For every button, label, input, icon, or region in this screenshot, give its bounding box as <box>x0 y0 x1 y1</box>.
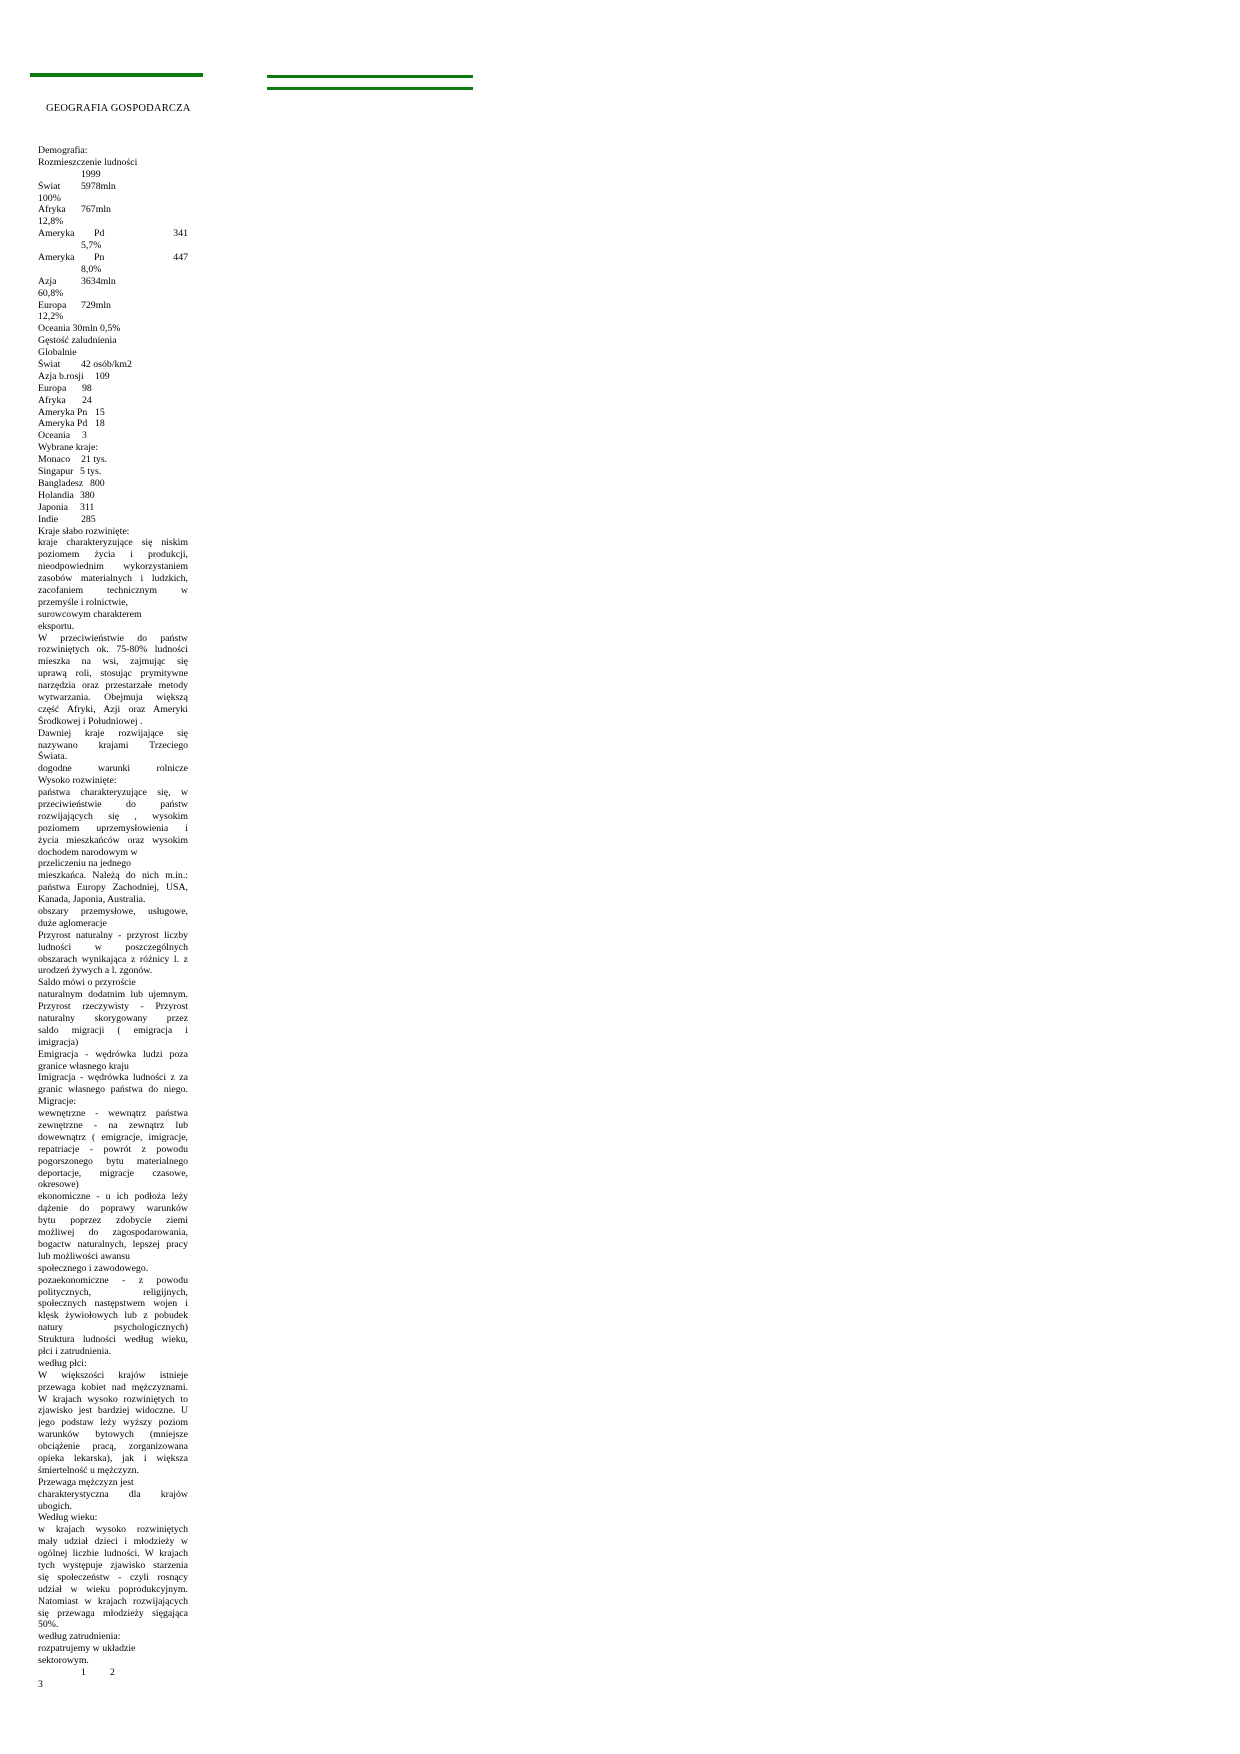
density-region: Europa <box>38 382 67 394</box>
region-sub: Pd <box>94 228 105 240</box>
body-text-line: społecznego i zawodowego. <box>38 1262 149 1274</box>
density-value: 42 osób/km2 <box>81 359 132 371</box>
body-text-line: się przewaga młodzieży sięgająca <box>38 1607 188 1619</box>
body-text-line: się społeczeństw - czyli rosnący <box>38 1571 188 1583</box>
body-text-line: ogólnej liczbie ludności. W krajach <box>38 1548 188 1560</box>
region-value: 5978mln <box>81 180 116 192</box>
body-text-line: w krajach wysoko rozwiniętych <box>38 1524 188 1536</box>
body-text-line: deportacje, migracje czasowe, <box>38 1167 188 1179</box>
body-text-line: 50%. <box>38 1619 59 1631</box>
population-row <box>38 252 188 264</box>
body-text-line: udział w wieku poprodukcyjnym. <box>38 1583 188 1595</box>
population-pct-row <box>38 311 188 323</box>
sector-number: 1 <box>81 1667 86 1678</box>
body-text-line: kraje charakteryzujące się niskim <box>38 537 188 549</box>
density-heading-text: Gęstość zaludnienia <box>38 335 117 347</box>
year-line <box>38 169 188 181</box>
density-row <box>38 418 188 430</box>
country-row <box>38 466 188 478</box>
body-text-line: naturalny skorygowany przez <box>38 1013 188 1025</box>
body-text-line: przemyśle i rolnictwie, <box>38 596 129 608</box>
body-text-line: dowewnątrz ( emigracje, imigracje, <box>38 1131 188 1143</box>
density-region: Ameryka Pd <box>38 418 88 430</box>
country-name: Monaco <box>38 454 71 466</box>
body-text-line: obciążenie pracą, zorganizowana <box>38 1441 188 1453</box>
body-text-line: natury psychologicznych) <box>38 1322 188 1334</box>
body-text-line: pozaekonomiczne - z powodu <box>38 1274 188 1286</box>
region-value: 447 <box>173 252 188 264</box>
body-text-line: według zatrudnienia: <box>38 1631 121 1643</box>
population-pct-row <box>38 240 188 252</box>
body-text-line: dochodem narodowym w <box>38 846 138 858</box>
region-name: Ameryka <box>38 252 75 264</box>
population-pct-row <box>38 216 188 228</box>
header-rule-notch <box>0 0 33 10</box>
body-text-line: okresowe) <box>38 1179 79 1191</box>
intro-line <box>38 145 188 157</box>
country-row <box>38 454 188 466</box>
sector-number: 3 <box>38 1678 43 1690</box>
body-text-line: Natomiast w krajach rozwijających <box>38 1595 188 1607</box>
body-text-line: duże aglomeracje <box>38 917 107 929</box>
body-text-line: surowcowym charakterem <box>38 608 142 620</box>
body-text-line: politycznych, religijnych, <box>38 1286 188 1298</box>
region-name: Ameryka <box>38 228 75 240</box>
region-pct: 60,8% <box>38 287 64 299</box>
body-text-line: płci i zatrudnienia. <box>38 1345 112 1357</box>
region-name: Azja <box>38 275 57 287</box>
density-region: Azja b.rosji <box>38 370 84 382</box>
body-text-line: Wysoko rozwinięte: <box>38 775 117 787</box>
body-text-line: przeciwieństwie do państw <box>38 798 188 810</box>
body-text-line: obszarach wynikająca z różnicy l. z <box>38 953 188 965</box>
body-text-line: Środkowej i Południowej . <box>38 715 143 727</box>
body-text-line: rozwiniętych ok. 75-80% ludności <box>38 644 188 656</box>
country-row <box>38 502 188 514</box>
body-text-line: Migracje: <box>38 1096 77 1108</box>
country-name: Japonia <box>38 501 68 513</box>
body-text-line: mały udział dzieci i młodzieży w <box>38 1536 188 1548</box>
country-name: Bangladesz <box>38 477 84 489</box>
body-text-line: śmiertelność u mężczyzn. <box>38 1464 139 1476</box>
body-text-line: urodzeń żywych a l. zgonów. <box>38 965 153 977</box>
body-text-line: eksportu. <box>38 620 75 632</box>
body-text-line: Emigracja - wędrówka ludzi poza <box>38 1048 188 1060</box>
body-text-line: lub możliwości awansu <box>38 1250 130 1262</box>
body-text-line: wytwarzania. Obejmuja większą <box>38 691 188 703</box>
region-value: 3634mln <box>81 275 116 287</box>
body-text-line: Według wieku: <box>38 1512 98 1524</box>
region-sub: Pn <box>94 252 105 264</box>
intro-text: Demografia: <box>38 145 88 156</box>
intro-text: Rozmieszczenie ludności <box>38 156 138 168</box>
region-pct: 100% <box>38 192 61 204</box>
population-pct-row <box>38 288 188 300</box>
region-value: 729mln <box>81 299 111 311</box>
density-value: 109 <box>95 370 110 382</box>
body-text-line: Przyrost naturalny - przyrost liczby <box>38 929 188 941</box>
density-row <box>38 407 188 419</box>
region-value: 341 <box>173 228 188 240</box>
population-row <box>38 228 188 240</box>
region-value: 767mln <box>81 204 111 216</box>
header-rule-left <box>30 73 203 77</box>
body-text-line: repatriacje - powrót z powodu <box>38 1143 188 1155</box>
body-text-line: jego podstaw leży wyższy poziom <box>38 1417 188 1429</box>
density-region: Ameryka Pn <box>38 406 88 418</box>
density-region: Oceania <box>38 430 71 442</box>
density-region: Afryka <box>38 394 66 406</box>
countries-heading <box>38 442 188 454</box>
body-text-line: Struktura ludności według wieku, <box>38 1334 188 1346</box>
region-name: Europa <box>38 299 67 311</box>
body-text-line: społecznych następstwem wojen i <box>38 1298 188 1310</box>
country-row <box>38 514 188 526</box>
body-text-line: dogodne warunki rolnicze <box>38 763 188 775</box>
body-text-line: uprawą roli, stosując prymitywne <box>38 668 188 680</box>
region-pct: 12,2% <box>38 311 64 323</box>
body-text-line: mieszka na wsi, zajmując się <box>38 656 188 668</box>
oceania-line <box>38 323 188 335</box>
country-row <box>38 478 188 490</box>
body-text-line: ekonomiczne - u ich podłoża leży <box>38 1191 188 1203</box>
body-text-line: państwa charakteryzujące się, w <box>38 787 188 799</box>
body-text-line: obszary przemysłowe, usługowe, <box>38 906 188 917</box>
population-row <box>38 181 188 193</box>
header-rule-right-top <box>267 75 473 78</box>
body-text-line: mieszkańca. Należą do nich m.in.: <box>38 870 188 882</box>
body-text-line: W krajach wysoko rozwiniętych to <box>38 1393 188 1405</box>
population-row <box>38 276 188 288</box>
body-text-line: przeliczeniu na jednego <box>38 858 132 870</box>
density-heading <box>38 335 188 347</box>
density-heading-text: Globalnie <box>38 347 77 359</box>
body-text-line: charakterystyczna dla krajów <box>38 1488 188 1500</box>
body-text-line: część Afryki, Azji oraz Ameryki <box>38 703 188 715</box>
body-text-line: W przeciwieństwie do państw <box>38 632 188 644</box>
body-text-line: państwa Europy Zachodniej, USA, <box>38 882 188 894</box>
body-text-line: ludności w poszczególnych <box>38 941 188 953</box>
body-text-line: Przyrost rzeczywisty - Przyrost <box>38 1001 188 1013</box>
population-row <box>38 300 188 312</box>
density-value: 3 <box>82 430 87 442</box>
header-rule-right-bottom <box>267 87 473 90</box>
body-text-line: bytu poprzez zdobycie ziemi <box>38 1215 188 1227</box>
country-value: 311 <box>80 501 95 513</box>
body-text-line: zacofaniem technicznym w <box>38 584 188 596</box>
body-text-line: nieodpowiednim wykorzystaniem <box>38 561 188 573</box>
body-text-line: rozpatrujemy w układzie <box>38 1643 136 1655</box>
text-column <box>38 145 188 1691</box>
body-text-line: Kanada, Japonia, Australia. <box>38 894 146 906</box>
body-text-line: według płci: <box>38 1357 87 1369</box>
country-value: 800 <box>90 477 105 489</box>
density-row <box>38 371 188 383</box>
year-label: 1999 <box>81 168 101 180</box>
body-text-line: saldo migracji ( emigracja i <box>38 1024 188 1036</box>
sector-numbers <box>38 1667 188 1679</box>
population-pct-row <box>38 264 188 276</box>
body-text-line: granice własnego kraju <box>38 1060 129 1072</box>
body-text-line: Kraje słabo rozwinięte: <box>38 525 130 537</box>
oceania-text: Oceania 30mln 0,5% <box>38 323 121 335</box>
density-value: 24 <box>82 394 92 406</box>
body-text-line: poziomem życia i produkcji, <box>38 549 188 561</box>
body-text-line: Imigracja - wędrówka ludności z za <box>38 1072 188 1084</box>
body-text-line: Saldo mówi o przyroście <box>38 977 136 989</box>
body-text-line: Dawniej kraje rozwijające się <box>38 727 188 739</box>
body-text-line: możliwej do zagospodarowania, <box>38 1227 188 1239</box>
density-value: 15 <box>95 406 105 418</box>
density-row <box>38 383 188 395</box>
region-pct: 8,0% <box>81 263 102 275</box>
body-text-line: naturalnym dodatnim lub ujemnym. <box>38 989 188 1001</box>
country-value: 285 <box>81 513 96 525</box>
country-name: Indie <box>38 513 59 525</box>
body-text-line: poziomem uprzemysłowienia i <box>38 822 188 834</box>
body-text-line: klęsk żywiołowych lub z pobudek <box>38 1310 188 1322</box>
density-region: Świat <box>38 359 61 371</box>
body-text-line: narzędzia oraz przestarzałe metody <box>38 680 188 692</box>
countries-heading-text: Wybrane kraje: <box>38 442 99 454</box>
country-name: Holandia <box>38 489 74 501</box>
region-name: Świat <box>38 180 61 192</box>
body-text-line: imigracja) <box>38 1036 79 1048</box>
body-text-line: opieka lekarska), jak i większa <box>38 1452 188 1464</box>
body-text-line: sektorowym. <box>38 1655 89 1667</box>
body-text-line: granic własnego państwa do niego. <box>38 1084 188 1096</box>
region-name: Afryka <box>38 204 66 216</box>
density-row <box>38 430 188 442</box>
body-text-line: bogactw naturalnych, lepszej pracy <box>38 1238 188 1250</box>
body-text-line: rozwijających się , wysokim <box>38 810 188 822</box>
body-text-line: zjawisko jest bardziej widoczne. U <box>38 1405 188 1417</box>
density-heading <box>38 347 188 359</box>
body-text-line: Przewaga mężczyzn jest <box>38 1476 134 1488</box>
body-text-line: zewnętrzne - na zewnątrz lub <box>38 1120 188 1132</box>
country-value: 5 tys. <box>80 466 102 478</box>
sector-number: 2 <box>110 1667 115 1678</box>
density-row <box>38 359 188 371</box>
region-pct: 12,8% <box>38 216 64 228</box>
density-value: 98 <box>82 382 92 394</box>
population-row <box>38 204 188 216</box>
region-pct: 5,7% <box>81 240 102 252</box>
body-text-line: ubogich. <box>38 1500 73 1512</box>
body-text-line: życia mieszkańców oraz wysokim <box>38 834 188 846</box>
density-value: 18 <box>95 418 105 430</box>
country-value: 21 tys. <box>81 454 108 466</box>
body-text-line: pogorszonego bytu materialnego <box>38 1155 188 1167</box>
population-pct-row <box>38 193 188 205</box>
intro-line <box>38 157 188 169</box>
country-name: Singapur <box>38 466 74 478</box>
document-title: GEOGRAFIA GOSPODARCZA <box>46 103 191 114</box>
body-text-line: warunków bytowych (mniejsze <box>38 1429 188 1441</box>
country-value: 380 <box>80 489 95 501</box>
body-text-line: wewnętrzne - wewnątrz państwa <box>38 1108 188 1120</box>
country-row <box>38 490 188 502</box>
body-text-line: tych występuje zjawisko starzenia <box>38 1559 188 1571</box>
body-text-line: Świata. <box>38 751 68 763</box>
body-text-line: W większości krajów istnieje <box>38 1369 188 1381</box>
body-text-line: nazywano krajami Trzeciego <box>38 739 188 751</box>
body-text-line: dążenie do poprawy warunków <box>38 1203 188 1215</box>
sector-numbers <box>38 1679 188 1691</box>
body-text-line: przewaga kobiet nad mężczyznami. <box>38 1381 188 1393</box>
body-text-line: zasobów materialnych i ludzkich, <box>38 573 188 585</box>
density-row <box>38 395 188 407</box>
